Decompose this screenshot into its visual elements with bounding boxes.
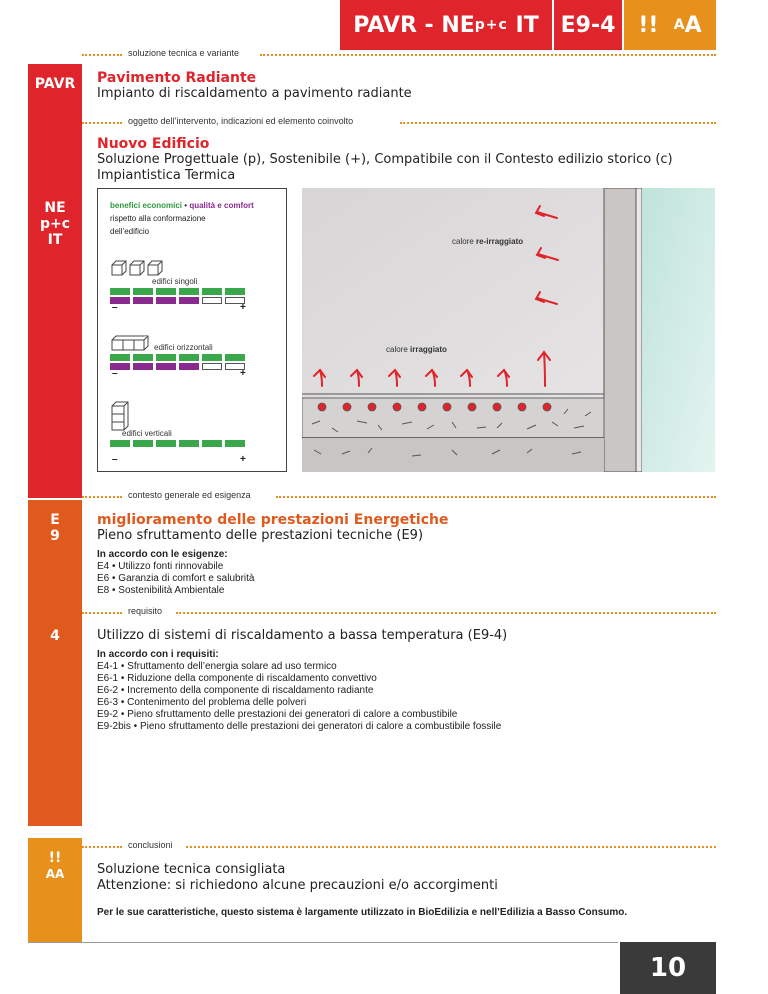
sidebar-e-line1: E (50, 512, 60, 528)
scale-minus-3: – (112, 454, 118, 465)
sidebar-e-line2: 9 (50, 528, 60, 544)
requirement-item-2: E6-1 • Riduzione della componente di riscaldamento convettivo (97, 673, 377, 684)
radiant-floor-illustration (302, 188, 715, 472)
sidebar-e-tag (28, 500, 82, 544)
section-divider-context (82, 490, 716, 502)
economic-rating-row (110, 288, 245, 295)
empty-rating-cell (202, 363, 222, 370)
bars-horizontal (110, 354, 245, 372)
sidebar-ne-line1: NE (44, 200, 66, 216)
benefits-desc2: dell’edificio (110, 227, 150, 236)
footer-rule (28, 942, 618, 943)
sidebar-warning-a: AA (45, 867, 65, 881)
section-label-solution: soluzione tecnica e variante (128, 48, 243, 58)
reirradiated-heat-label: calore re-irraggiato (452, 237, 524, 246)
benefits-heading (110, 199, 254, 238)
section-label-requirement: requisito (128, 606, 166, 616)
requirement-block (97, 628, 728, 733)
sidebar-warning-tag (28, 838, 82, 882)
sidebar-warning-excl: !! (48, 850, 62, 866)
context-title: miglioramento delle prestazioni Energetiche (97, 512, 449, 528)
economic-rating-cell (225, 354, 245, 361)
section-divider-solution (82, 48, 716, 60)
page-number: 10 (620, 942, 716, 994)
benefits-quality-label: qualità e comfort (189, 201, 254, 210)
requirement-lead: In accordo con i requisiti: (97, 649, 219, 660)
scale-minus-2: – (112, 368, 118, 379)
economic-rating-cell (225, 440, 245, 447)
sidebar-solution-block (28, 64, 82, 498)
section-divider-requirement (82, 606, 716, 618)
quality-rating-cell (179, 297, 199, 304)
header-warning-a-big: A (684, 12, 702, 38)
conclusion-line2: Attenzione: si richiedono alcune precauzioni e/o accorgimenti (97, 878, 498, 893)
bars-single (110, 288, 245, 306)
context-item-2: E6 • Garanzia di comfort e salubrità (97, 573, 255, 584)
header-warning-a-small: A (673, 17, 685, 33)
economic-rating-cell (133, 440, 153, 447)
requirement-item-4: E6-3 • Contenimento del problema delle polveri (97, 697, 307, 708)
economic-rating-cell (156, 440, 176, 447)
context-block (97, 512, 728, 597)
context-lead: In accordo con le esigenze: (97, 549, 228, 560)
group-label-vertical: edifici verticali (122, 429, 172, 438)
horizontal-buildings-icon (110, 335, 150, 351)
economic-rating-cell (156, 288, 176, 295)
benefits-desc1: rispetto alla conformazione (110, 214, 206, 223)
requirement-item-3: E6-2 • Incremento della componente di riscaldamento radiante (97, 685, 374, 696)
economic-rating-row (110, 354, 245, 361)
irradiated-heat-label: calore irraggiato (386, 345, 447, 354)
group-label-horizontal: edifici orizzontali (154, 343, 213, 352)
single-buildings-icon (110, 259, 166, 277)
quality-rating-row (110, 297, 245, 304)
economic-rating-cell (202, 354, 222, 361)
quality-rating-cell (133, 363, 153, 370)
header-code-tail: IT (507, 12, 539, 38)
economic-rating-cell (225, 288, 245, 295)
sidebar-ne-line2: p+c (39, 216, 71, 232)
header-code-main: PAVR - NE (353, 12, 475, 38)
conclusion-block (97, 862, 728, 919)
quality-rating-cell (156, 363, 176, 370)
object-line2: Impiantistica Termica (97, 168, 236, 183)
solution-subtitle: Impianto di riscaldamento a pavimento radiante (97, 86, 412, 101)
quality-rating-cell (156, 297, 176, 304)
bars-vertical (110, 440, 245, 449)
economic-rating-cell (156, 354, 176, 361)
requirement-item-6: E9-2bis • Pieno sfruttamento delle prestazioni dei generatori di calore a combustibile fossile (97, 721, 502, 732)
header-code-sub: p+c (474, 17, 508, 33)
context-subtitle: Pieno sfruttamento delle prestazioni tecniche (E9) (97, 528, 424, 543)
header-warning-excl: !! (638, 12, 659, 38)
section-divider-conclusion (82, 840, 716, 852)
sidebar-pavr: PAVR (34, 76, 76, 92)
scale-plus-2: + (240, 368, 246, 379)
group-label-single: edifici singoli (152, 277, 198, 286)
sidebar-ne-tag (28, 200, 82, 248)
solution-title: Pavimento Radiante (97, 70, 257, 86)
economic-rating-cell (179, 440, 199, 447)
requirement-item-5: E9-2 • Pieno sfruttamento delle prestazioni dei generatori di calore a combustibile (97, 709, 458, 720)
sidebar-context-block (28, 500, 82, 826)
conclusion-line1: Soluzione tecnica consigliata (97, 862, 286, 877)
solution-block (97, 70, 728, 102)
benefits-panel (97, 188, 287, 472)
header-e-code: E9-4 (560, 12, 616, 38)
economic-rating-cell (179, 354, 199, 361)
context-item-1: E4 • Utilizzo fonti rinnovabile (97, 561, 224, 572)
economic-rating-cell (110, 354, 130, 361)
scale-minus-1: – (112, 302, 118, 313)
object-title: Nuovo Edificio (97, 136, 210, 152)
section-label-object: oggetto dell’intervento, indicazioni ed elemento coinvolto (128, 116, 357, 126)
economic-rating-cell (110, 288, 130, 295)
economic-rating-cell (202, 288, 222, 295)
economic-rating-row (110, 440, 245, 447)
benefits-bullet: • (184, 201, 188, 210)
economic-rating-cell (133, 288, 153, 295)
economic-rating-cell (179, 288, 199, 295)
quality-rating-cell (179, 363, 199, 370)
context-item-3: E8 • Sostenibilità Ambientale (97, 585, 225, 596)
requirement-title: Utilizzo di sistemi di riscaldamento a bassa temperatura (E9-4) (97, 628, 508, 643)
section-label-conclusion: conclusioni (128, 840, 177, 850)
header-code-box (340, 0, 552, 50)
requirement-item-1: E4-1 • Sfruttamento dell’energia solare ad uso termico (97, 661, 337, 672)
empty-rating-cell (202, 297, 222, 304)
quality-rating-row (110, 363, 245, 370)
scale-plus-1: + (240, 302, 246, 313)
section-label-context: contesto generale ed esigenza (128, 490, 255, 500)
quality-rating-cell (133, 297, 153, 304)
benefits-econ-label: benefici economici (110, 201, 183, 210)
sidebar-requirement-number: 4 (50, 628, 60, 644)
economic-rating-cell (202, 440, 222, 447)
scale-plus-3: + (240, 454, 246, 465)
object-block (97, 136, 728, 184)
header-requirement-code (554, 0, 622, 50)
object-line1: Soluzione Progettuale (p), Sostenibile (+), Compatibile con il Contesto edilizio storico (c) (97, 152, 673, 167)
header-warning-box (624, 0, 716, 50)
radiant-floor-drawing (302, 188, 715, 472)
economic-rating-cell (110, 440, 130, 447)
economic-rating-cell (133, 354, 153, 361)
conclusion-note: Per le sue caratteristiche, questo sistema è largamente utilizzato in BioEdilizia e nell’Edilizia a Basso Consumo. (97, 907, 628, 918)
sidebar-conclusion-block (28, 838, 82, 942)
sidebar-ne-line3: IT (47, 232, 63, 248)
section-divider-object (82, 116, 716, 128)
vertical-buildings-icon (110, 401, 130, 431)
